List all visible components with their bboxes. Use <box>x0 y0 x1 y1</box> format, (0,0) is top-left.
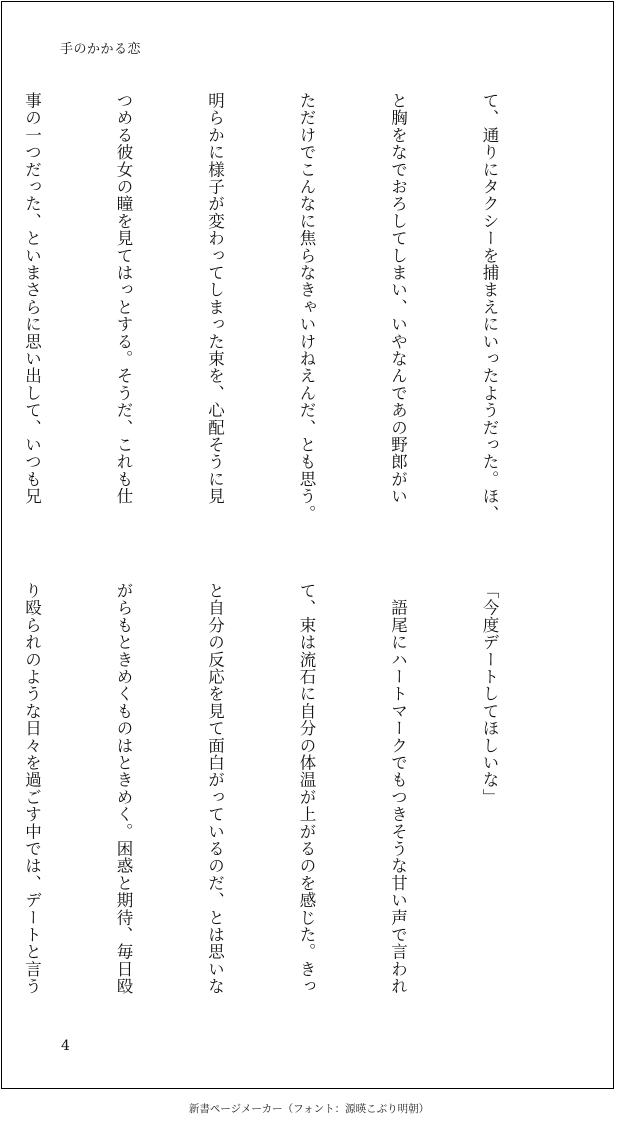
book-page <box>1 1 614 1089</box>
text-line: 事の一つだった、といまさらに思い出して、いつも兄 <box>22 92 42 505</box>
text-line: り殴られのような日々を過ごす中では、デートと言う <box>22 582 42 995</box>
text-block-top <box>0 92 565 562</box>
text-line: がらもときめくものはときめく。困惑と期待、毎日殴 <box>114 582 133 995</box>
text-line: 語尾にハートマークでもつきそうな甘い声で言われ <box>388 582 408 995</box>
text-line: と自分の反応を見て面白がっているのだ、とは思いな <box>205 582 225 995</box>
running-head: 手のかかる恋 <box>60 42 142 57</box>
text-line: て、通りにタクシーを捕まえにいったようだった。ほ、 <box>480 92 499 522</box>
text-line: と胸をなでおろしてしまい、いやなんであの野郎がい <box>388 92 408 505</box>
text-line: つめる彼女の瞳を見てはっとする。そうだ、これも仕 <box>114 92 133 505</box>
text-line: ただけでこんなに焦らなきゃいけねえんだ、とも思う。 <box>297 92 316 522</box>
text-block-bottom <box>0 582 565 995</box>
text-line: て、束は流石に自分の体温が上がるのを感じた。きっ <box>297 582 316 995</box>
text-line: 明らかに様子が変わってしまった束を、心配そうに見 <box>205 92 225 505</box>
text-line: 「今度デートしてほしいな」 <box>480 582 499 806</box>
page-number: 4 <box>61 1038 70 1054</box>
footer-credit: 新書ページメーカー（フォント：源暎こぶり明朝） <box>188 1103 430 1115</box>
